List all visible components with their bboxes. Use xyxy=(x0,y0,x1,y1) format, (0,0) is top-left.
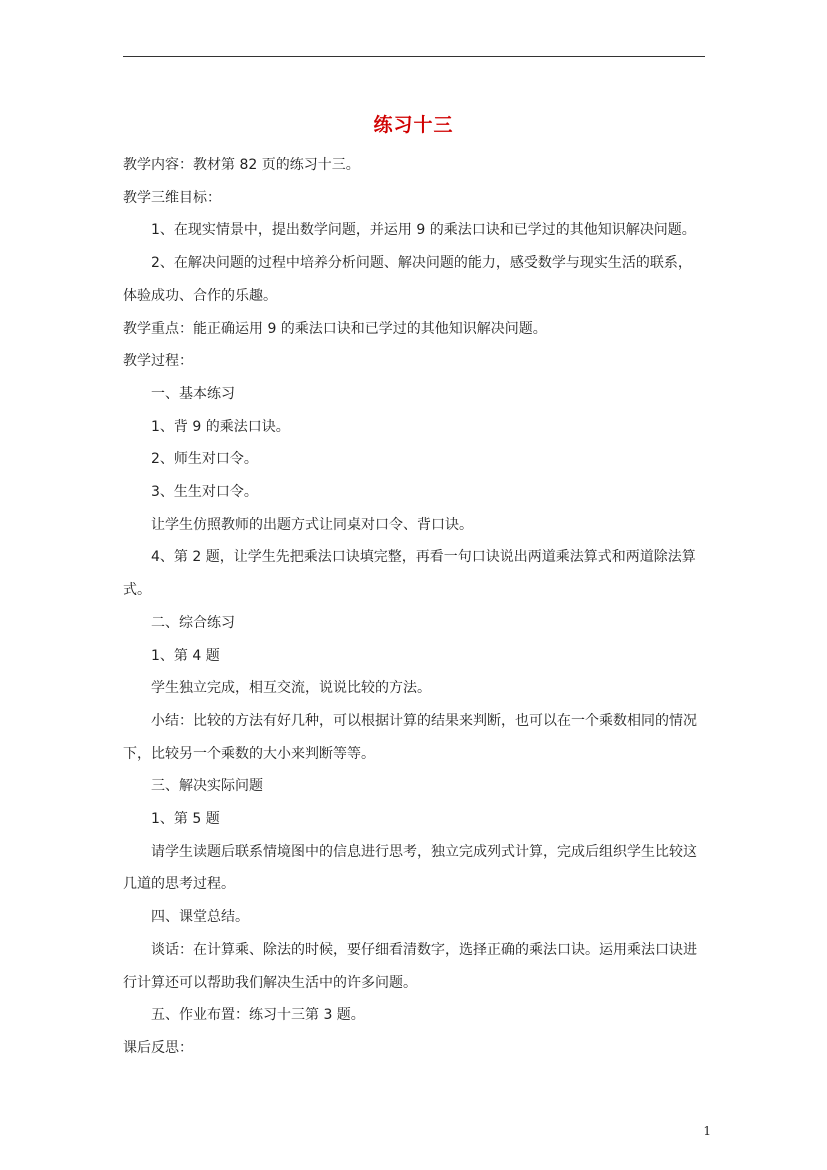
paragraph: 让学生仿照教师的出题方式让同桌对口令、背口诀。 xyxy=(151,516,473,533)
paragraph: 1、第 4 题 xyxy=(151,647,220,664)
paragraph: 学生独立完成，相互交流，说说比较的方法。 xyxy=(151,680,431,697)
paragraph: 四、课堂总结。 xyxy=(151,909,249,926)
paragraph: 1、在现实情景中，提出数学问题，并运用 9 的乘法口诀和已学过的其他知识解决问题。 xyxy=(151,222,696,239)
paragraph: 教学三维目标： xyxy=(123,189,221,206)
paragraph: 二、综合练习 xyxy=(151,614,235,631)
paragraph: 教学过程： xyxy=(123,353,193,370)
document-body xyxy=(123,149,705,1065)
paragraph: 3、生生对口令。 xyxy=(151,484,258,501)
paragraph: 教学内容：教材第 82 页的练习十三。 xyxy=(123,157,360,173)
paragraph: 小结：比较的方法有好几种，可以根据计算的结果来判断，也可以在一个乘数相同的情况下，比较另一个乘数的大小来判断等等。 xyxy=(123,712,697,762)
page-number: 1 xyxy=(703,1124,711,1138)
paragraph: 请学生读题后联系情境图中的信息进行思考，独立完成列式计算，完成后组织学生比较这几道的思考过程。 xyxy=(123,843,697,893)
paragraph: 2、在解决问题的过程中培养分析问题、解决问题的能力，感受数学与现实生活的联系，体验成功、合作的乐趣。 xyxy=(123,255,692,304)
paragraph: 4、第 2 题，让学生先把乘法口诀填完整，再看一句口诀说出两道乘法算式和两道除法算式。 xyxy=(123,549,696,599)
paragraph: 五、作业布置：练习十三第 3 题。 xyxy=(151,1007,365,1024)
paragraph: 一、基本练习 xyxy=(151,385,235,402)
paragraph: 三、解决实际问题 xyxy=(151,778,263,795)
paragraph: 1、背 9 的乘法口诀。 xyxy=(151,418,290,435)
paragraph: 教学重点：能正确运用 9 的乘法口诀和已学过的其他知识解决问题。 xyxy=(123,320,547,337)
paragraph: 2、师生对口令。 xyxy=(151,451,258,468)
paragraph: 谈话：在计算乘、除法的时候，要仔细看清数字，选择正确的乘法口诀。运用乘法口诀进行计算还可以帮助我们解决生活中的许多问题。 xyxy=(123,941,697,991)
header-rule xyxy=(123,56,705,57)
paragraph: 课后反思： xyxy=(123,1039,193,1056)
document-title: 练习十三 xyxy=(373,114,454,136)
paragraph: 1、第 5 题 xyxy=(151,811,220,828)
